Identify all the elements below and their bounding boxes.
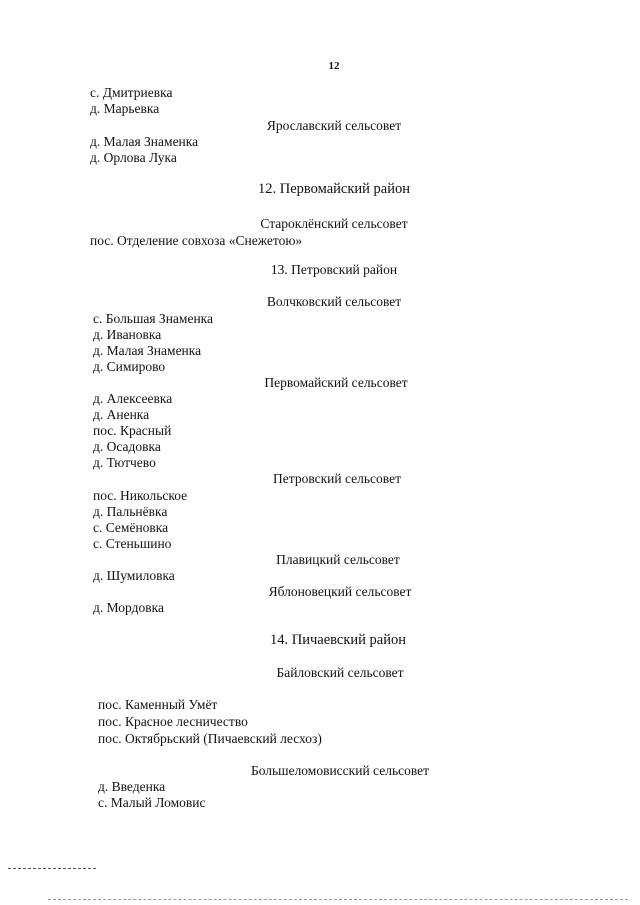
village-line: д. Алексеевка [93, 391, 173, 406]
village-line: д. Мордовка [93, 600, 164, 615]
village-line: д. Марьевка [90, 101, 160, 116]
council-heading: Староклёнский сельсовет [260, 216, 408, 231]
village-line: д. Пальнёвка [93, 504, 168, 519]
village-line: пос. Каменный Умёт [98, 697, 218, 712]
village-line: д. Малая Знаменка [90, 134, 199, 149]
council-heading: Первомайский сельсовет [264, 375, 408, 390]
village-line: пос. Никольское [93, 488, 188, 503]
village-line: д. Шумиловка [93, 568, 175, 583]
village-line: д. Осадовка [93, 439, 161, 454]
council-heading: Большеломовисский сельсовет [250, 763, 430, 778]
council-heading: Волчковский сельсовет [266, 294, 402, 309]
council-heading: Петровский сельсовет [273, 471, 401, 486]
village-line: пос. Октябрьский (Пичаевский лесхоз) [98, 731, 322, 746]
village-line: с. Семёновка [93, 520, 169, 535]
village-line: пос. Отделение совхоза «Снежетою» [90, 233, 303, 248]
council-heading: Байловский сельсовет [276, 665, 404, 680]
scan-artifact-line [8, 868, 96, 869]
village-line: д. Симирово [93, 359, 166, 374]
council-heading: Плавицкий сельсовет [276, 552, 400, 567]
council-heading: Ярославский сельсовет [266, 118, 402, 133]
page-number: 12 [328, 60, 340, 72]
district-heading: 13. Петровский район [270, 262, 398, 277]
village-line: с. Дмитриевка [90, 85, 173, 100]
district-heading: 14. Пичаевский район [270, 632, 406, 648]
village-line: пос. Красное лесничество [98, 714, 248, 729]
village-line: пос. Красный [93, 423, 172, 438]
village-line: д. Тютчево [93, 455, 156, 470]
village-line: с. Большая Знаменка [93, 311, 214, 326]
village-line: с. Стеньшино [93, 536, 172, 551]
village-line: с. Малый Ломовис [98, 795, 206, 810]
district-heading: 12. Первомайский район [258, 181, 410, 197]
village-line: д. Аненка [93, 407, 150, 422]
council-heading: Яблоновецкий сельсовет [268, 584, 412, 599]
village-line: д. Орлова Лука [90, 150, 177, 165]
village-line: д. Введенка [98, 779, 166, 794]
village-line: д. Ивановка [93, 327, 162, 342]
scan-artifact-line [48, 899, 628, 900]
village-line: д. Малая Знаменка [93, 343, 202, 358]
